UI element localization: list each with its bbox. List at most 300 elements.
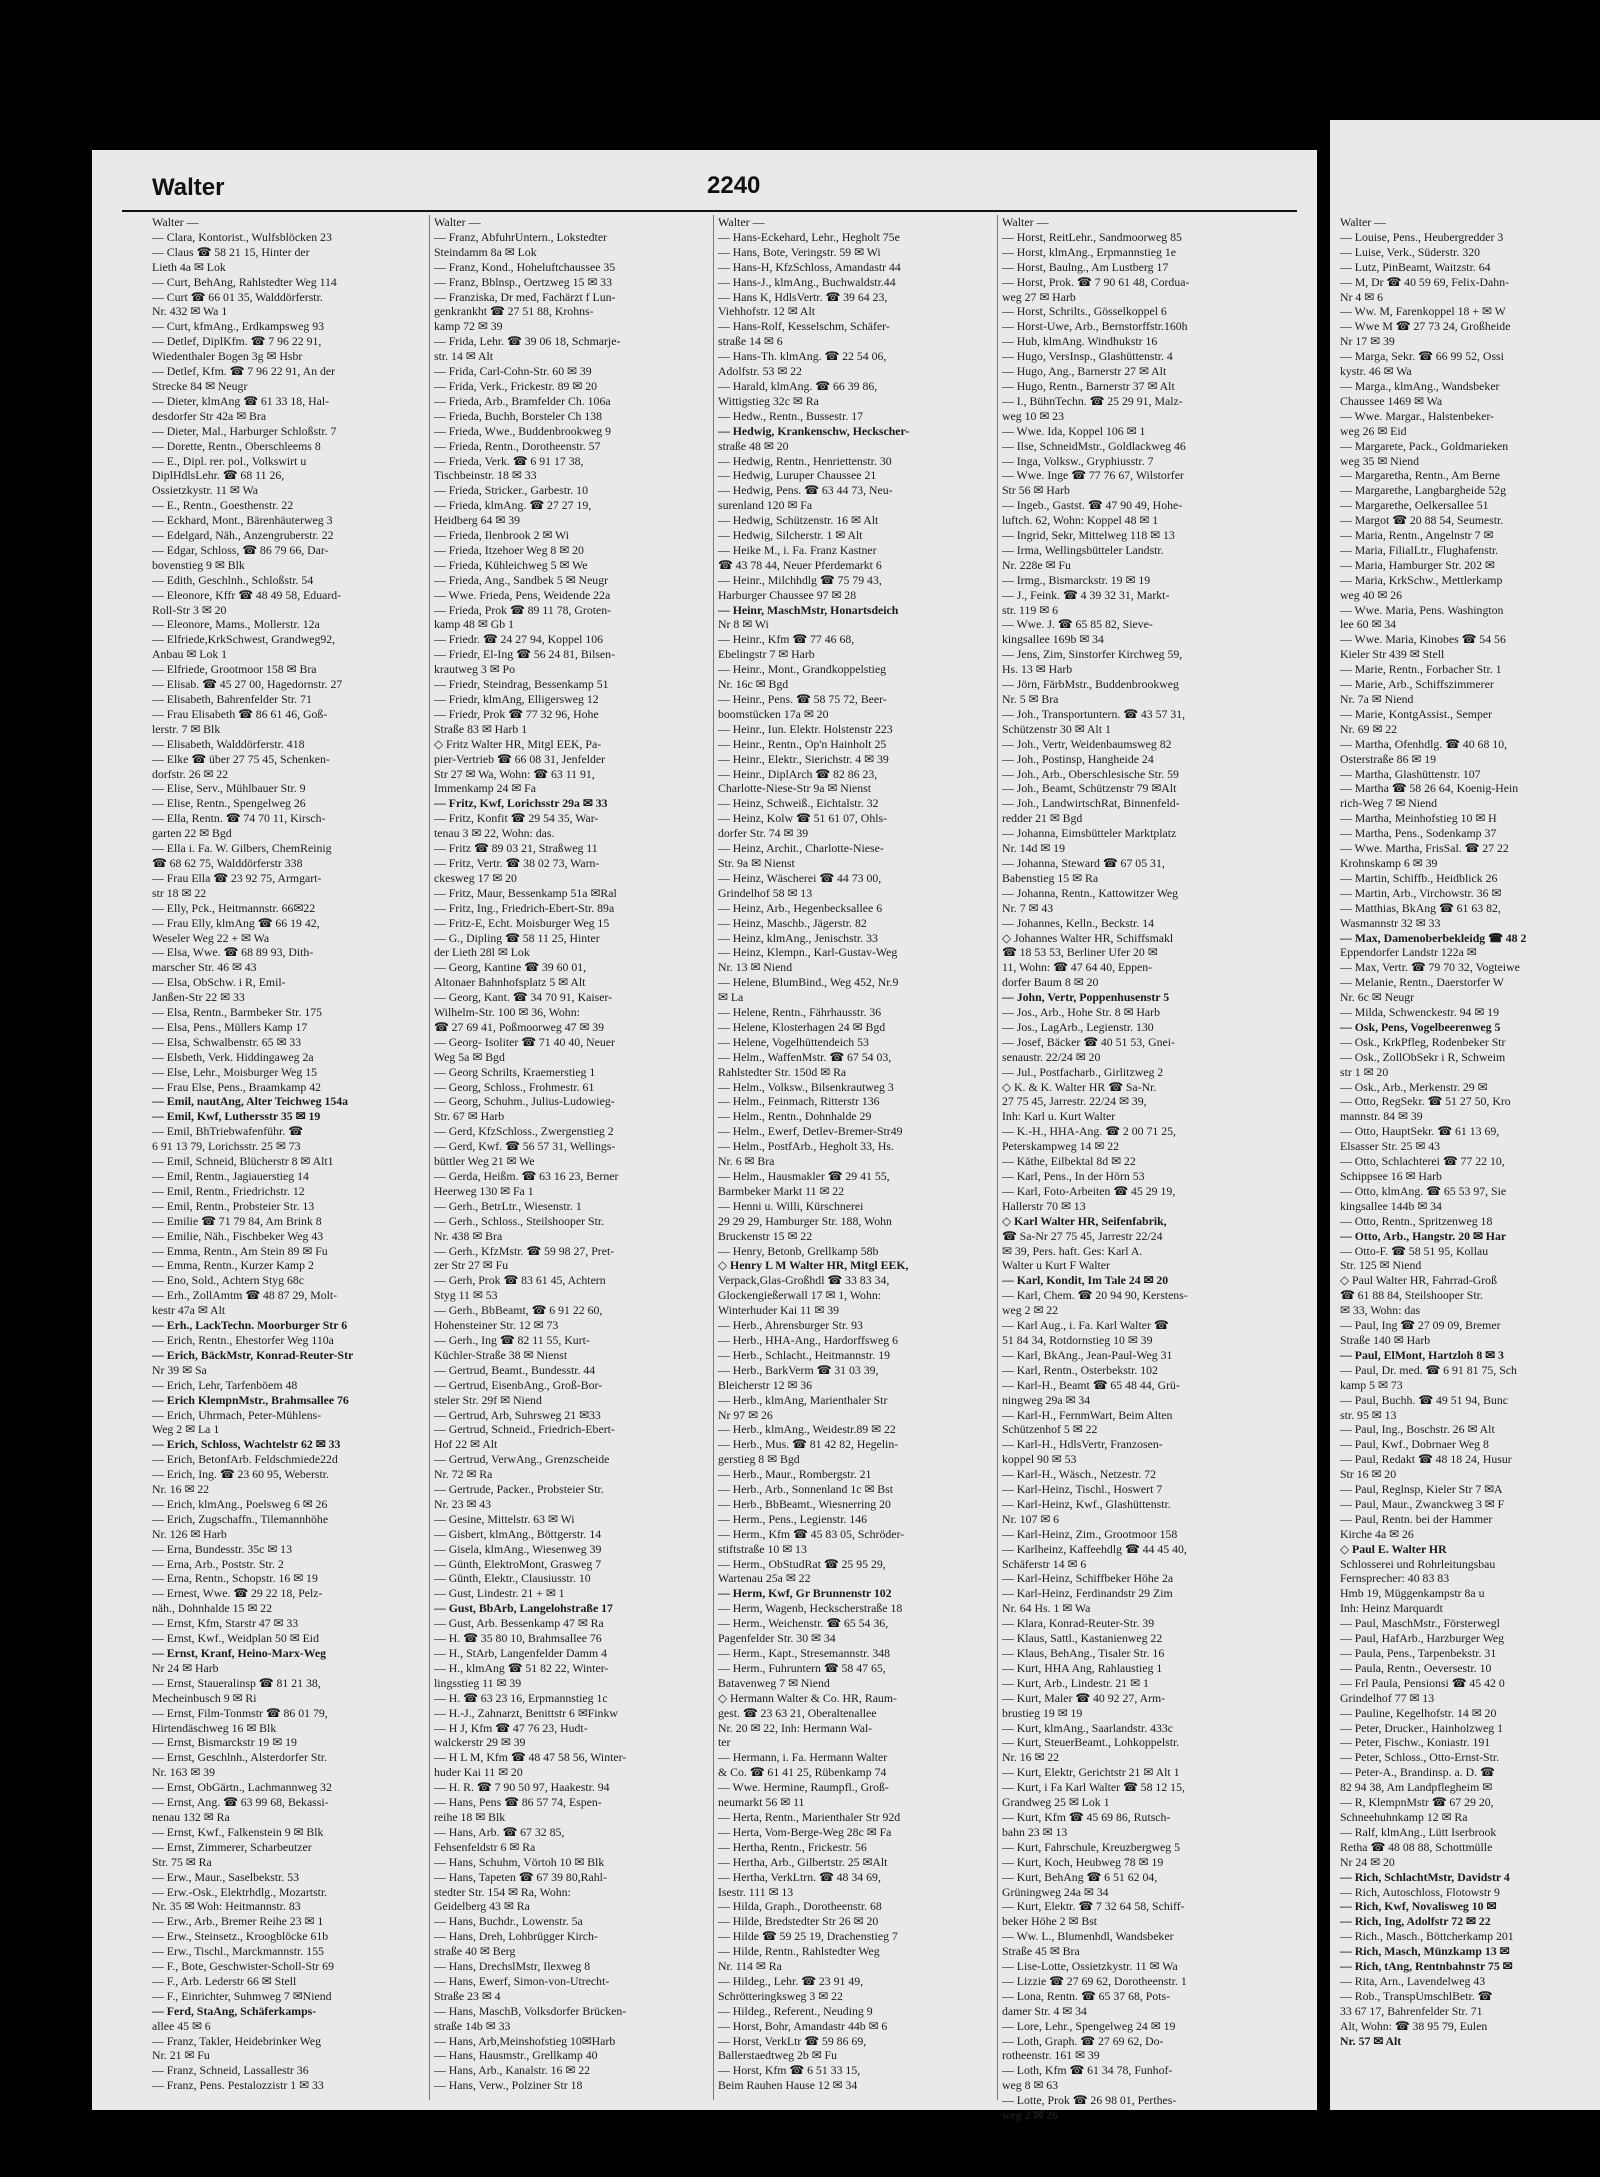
page-number: 2240	[707, 172, 761, 199]
directory-entry-line: Fehsenfeldstr 6 ✉ Ra	[434, 1839, 536, 1854]
directory-entry-line: & Co. ☎ 61 41 25, Rübenkamp 74	[718, 1765, 887, 1780]
directory-entry-line: — Hedwig, Luruper Chaussee 21	[718, 468, 877, 483]
directory-entry-line: — Frau Elisabeth ☎ 86 61 46, Goß-	[152, 706, 328, 721]
directory-entry-line: — Gertrud, EisenbAng., Groß-Bor-	[434, 1377, 603, 1392]
directory-entry-line: — Lotte, Prok ☎ 26 98 01, Perthes-	[1002, 2093, 1177, 2108]
directory-entry-line: Peterskampweg 14 ✉ 22	[1002, 1139, 1120, 1154]
directory-entry-line: — Frieda, Itzehoer Weg 8 ✉ 20	[434, 542, 584, 557]
directory-entry-line: ningweg 29a ✉ 34	[1002, 1392, 1091, 1407]
directory-entry-line: — Helm., Volksw., Bilsenkrautweg 3	[718, 1079, 894, 1094]
directory-entry-line: — Margarethe, Oelkersallee 51	[1340, 498, 1489, 513]
directory-entry-line: Nr. 7 ✉ 43	[1002, 900, 1054, 915]
directory-entry-line: — Herm., Pens., Legienstr. 146	[718, 1511, 868, 1526]
directory-entry-line: Harburger Chaussee 97 ✉ 28	[718, 587, 857, 602]
directory-entry-line: Adolfstr. 53 ✉ 22	[718, 364, 802, 379]
directory-entry-line: — Paul, MaschMstr., Försterwegl	[1340, 1616, 1500, 1631]
directory-entry-line: — Heinz, Wäscherei ☎ 44 73 00,	[718, 870, 882, 885]
directory-entry-line: — Matthias, BkAng ☎ 61 63 82,	[1340, 900, 1501, 915]
directory-entry-line: — Herb., Mus. ☎ 81 42 82, Hegelin-	[718, 1437, 899, 1452]
directory-entry-line: — Frida, Verk., Frickestr. 89 ✉ 20	[434, 378, 598, 393]
directory-entry-line: — Hans, Dreh, Lohbrügger Kirch-	[434, 1929, 598, 1944]
directory-entry-line: — Fritz-E, Echt. Moisburger Weg 15	[434, 915, 610, 930]
directory-entry-line: — Horst, VerkLtr ☎ 59 86 69,	[718, 2033, 867, 2048]
directory-entry-line: Pagenfelder Str. 30 ✉ 34	[718, 1631, 836, 1646]
directory-entry-line: — Wwe. Martha, FrisSal. ☎ 27 22	[1340, 841, 1509, 856]
directory-entry-line: — Margarethe, Langbargheide 52g	[1340, 483, 1506, 498]
directory-entry-line: — Paul, HafArb., Harzburger Weg	[1340, 1631, 1505, 1646]
directory-entry-line: — Gerd, Kwf. ☎ 56 57 31, Wellings-	[434, 1139, 616, 1154]
directory-entry-line: Schützenhof 5 ✉ 22	[1002, 1422, 1098, 1437]
next-page-column	[1340, 215, 1600, 2100]
directory-entry-line: Charlotte-Niese-Str 9a ✉ Nienst	[718, 781, 872, 796]
directory-entry-line: — Emil, Schneid, Blücherstr 8 ✉ Alt1	[152, 1154, 334, 1169]
directory-entry-line: näh., Dohnhalde 15 ✉ 22	[152, 1601, 272, 1616]
directory-entry-line: — Elfriede, Grootmoor 158 ✉ Bra	[152, 662, 317, 677]
directory-entry-line: — Johannes, Kelln., Beckstr. 14	[1002, 915, 1155, 930]
directory-entry-line: — Kurt, HHA Ang, Rahlaustieg 1	[1002, 1660, 1163, 1675]
directory-entry-line: — Frieda, Ilenbrook 2 ✉ Wi	[434, 528, 570, 543]
directory-entry-line: — Erh., ZollAmtm ☎ 48 87 29, Molt-	[152, 1288, 338, 1303]
directory-entry-line: — Kurt, Kfm ☎ 45 69 86, Rutsch-	[1002, 1809, 1171, 1824]
directory-entry-line: — Karl-Heinz, Zim., Grootmoor 158	[1002, 1526, 1178, 1541]
directory-entry-line: — Karl, Kondit, Im Tale 24 ✉ 20	[1002, 1273, 1169, 1288]
directory-entry-line: Nr 97 ✉ 26	[718, 1407, 773, 1422]
directory-entry-line: — Rich., Masch., Böttcherkamp 201	[1340, 1929, 1514, 1944]
directory-entry-line: — M, Dr ☎ 40 59 69, Felix-Dahn-	[1340, 274, 1510, 289]
directory-entry-line: — Johanna, Steward ☎ 67 05 31,	[1002, 855, 1165, 870]
directory-entry-line: ☎ 18 53 53, Berliner Ufer 20 ✉	[1002, 945, 1158, 960]
directory-entry-line: — Emma, Rentn., Kurzer Kamp 2	[152, 1258, 314, 1273]
directory-entry-line: ◇ Fritz Walter HR, Mitgl EEK, Pa-	[434, 736, 602, 751]
directory-entry-line: — Erich, BetonfArb. Feldschmiede22d	[152, 1452, 338, 1467]
directory-entry-line: Alt, Wohn: ☎ 38 95 79, Eulen	[1340, 2018, 1488, 2033]
directory-entry-line: Heidberg 64 ✉ 39	[434, 513, 521, 528]
directory-entry-line: stiftstraße 10 ✉ 13	[718, 1541, 807, 1556]
directory-entry-line: — G., Dipling ☎ 58 11 25, Hinter	[434, 930, 600, 945]
directory-entry-line: boomstücken 17a ✉ 20	[718, 706, 829, 721]
directory-entry-line: — Otto, Schlachterei ☎ 77 22 10,	[1340, 1154, 1505, 1169]
directory-entry-line: DiplHdlsLehr. ☎ 68 11 26,	[152, 468, 285, 483]
directory-entry-line: — H. R. ☎ 7 90 50 97, Haakestr. 94	[434, 1780, 610, 1795]
directory-entry-line: — Herm, Kwf, Gr Brunnenstr 102	[718, 1586, 892, 1601]
directory-entry-line: — Hans-H, KfzSchloss, Amandastr 44	[718, 259, 901, 274]
directory-entry-line: Wasmannstr 32 ✉ 33	[1340, 915, 1441, 930]
directory-entry-line: — Curt, kfmAng., Erdkampsweg 93	[152, 319, 325, 334]
directory-entry-line: — Marga., klmAng., Wandsbeker	[1340, 378, 1500, 393]
directory-entry-line: Ossietzkystr. 11 ✉ Wa	[152, 483, 258, 498]
directory-entry-line: — Rich, Masch, Münzkamp 13 ✉	[1340, 1944, 1510, 1959]
directory-entry-line: — Hans, Tapeten ☎ 67 39 80,Rahl-	[434, 1869, 607, 1884]
directory-entry-line: gest. ☎ 23 63 21, Oberaltenallee	[718, 1705, 877, 1720]
directory-entry-line: — Erich, Rentn., Ehestorfer Weg 110a	[152, 1332, 334, 1347]
directory-entry-line: Schützenstr 30 ✉ Alt 1	[1002, 721, 1111, 736]
directory-entry-line: ☎ 27 69 41, Poßmoorweg 47 ✉ 39	[434, 1019, 605, 1034]
directory-entry-line: — Emma, Rentn., Am Stein 89 ✉ Fu	[152, 1243, 328, 1258]
directory-entry-line: — Georg, Schloss., Frohmestr. 61	[434, 1079, 595, 1094]
directory-entry-line: weg 26 ✉ Eid	[1340, 423, 1407, 438]
directory-entry-line: — Emil, nautAng, Alter Teichweg 154a	[152, 1094, 349, 1109]
directory-entry-line: Mecheinbusch 9 ✉ Ri	[152, 1690, 257, 1705]
directory-entry-line: kamp 5 ✉ 73	[1340, 1377, 1403, 1392]
directory-entry-line: — F., Bote, Geschwister-Scholl-Str 69	[152, 1959, 334, 1974]
directory-entry-line: — Karl-H., Wäsch., Netzestr. 72	[1002, 1467, 1157, 1482]
directory-entry-line: — Emilie, Näh., Fischbeker Weg 43	[152, 1228, 324, 1243]
directory-entry-line: — Karlheinz, Kaffeehdlg ☎ 44 45 40,	[1002, 1541, 1187, 1556]
directory-entry-line: — Ww. L., Blumenhdl, Wandsbeker	[1002, 1929, 1174, 1944]
directory-entry-line: redder 21 ✉ Bgd	[1002, 811, 1083, 826]
directory-entry-line: — Horst, Bohr, Amandastr 44b ✉ 6	[718, 2018, 888, 2033]
directory-entry-line: — Heinr., DiplArch ☎ 82 86 23,	[718, 766, 878, 781]
directory-entry-line: — Herm., Fuhruntern ☎ 58 47 65,	[718, 1660, 886, 1675]
directory-entry-line: — Max, Damenoberbekleidg ☎ 48 2	[1340, 930, 1527, 945]
directory-entry-line: — Detlef, Kfm. ☎ 7 96 22 91, An der	[152, 364, 336, 379]
directory-entry-line: Grüningweg 24a ✉ 34	[1002, 1884, 1109, 1899]
directory-entry-line: Hohensteiner Str. 12 ✉ 73	[434, 1318, 559, 1333]
directory-entry-line: — Karl-H., FernmWart, Beim Alten	[1002, 1407, 1173, 1422]
directory-entry-line: der Lieth 28l ✉ Lok	[434, 945, 530, 960]
column-head: Walter —	[434, 215, 481, 229]
directory-entry-line: — Ingrid, Sekr, Mittelweg 118 ✉ 13	[1002, 528, 1175, 543]
directory-entry-line: — Emil, Rentn., Probsteier Str. 13	[152, 1198, 315, 1213]
directory-entry-line: — Frieda, Prok ☎ 89 11 78, Groten-	[434, 602, 612, 617]
directory-entry-line: Nr. 13 ✉ Niend	[718, 960, 793, 975]
column-3	[718, 215, 998, 2100]
directory-entry-line: Anbau ✉ Lok 1	[152, 647, 228, 662]
directory-entry-line: — Ingeb., Gastst. ☎ 47 90 49, Hohe-	[1002, 498, 1183, 513]
directory-entry-line: — Hugo, Rentn., Barnerstr 37 ✉ Alt	[1002, 378, 1175, 393]
directory-entry-line: — Hans, Ewerf, Simon-von-Utrecht-	[434, 1973, 610, 1988]
directory-entry-line: Nr. 228e ✉ Fu	[1002, 557, 1071, 572]
directory-entry-line: — Marga, Sekr. ☎ 66 99 52, Ossi	[1340, 349, 1504, 364]
directory-entry-line: kingsallee 144b ✉ 34	[1340, 1198, 1442, 1213]
directory-entry-line: — Elsbeth, Verk. Hiddingaweg 2a	[152, 1049, 314, 1064]
directory-entry-line: surenland 120 ✉ Fa	[718, 498, 813, 513]
directory-entry-line: — Paul, Rentn. bei der Hammer	[1340, 1511, 1493, 1526]
directory-entry-line: Straße 23 ✉ 4	[434, 1988, 501, 2003]
directory-entry-line: — Kurt, i Fa Karl Walter ☎ 58 12 15,	[1002, 1780, 1185, 1795]
directory-entry-line: — Erw., Maur., Saselbekstr. 53	[152, 1869, 300, 1884]
directory-entry-line: 6 91 13 79, Lorichsstr. 25 ✉ 73	[152, 1139, 301, 1154]
directory-entry-line: — Margot ☎ 20 88 54, Seumestr.	[1340, 513, 1504, 528]
directory-entry-line: — Joh., Vertr, Weidenbaumsweg 82	[1002, 736, 1172, 751]
directory-entry-line: — Gerd, KfzSchloss., Zwergenstieg 2	[434, 1124, 614, 1139]
directory-entry-line: — Gertrud, Schneid., Friedrich-Ebert-	[434, 1422, 615, 1437]
directory-entry-line: straße 14 ✉ 6	[718, 334, 783, 349]
directory-entry-line: — Martha, Glashüttenstr. 107	[1340, 766, 1481, 781]
directory-entry-line: — Hildeg., Lehr. ☎ 23 91 49,	[718, 1973, 864, 1988]
directory-entry-line: straße 14b ✉ 33	[434, 2018, 511, 2033]
directory-entry-line: beker Höhe 2 ✉ Bst	[1002, 1914, 1098, 1929]
directory-entry-line: — Jos., LagArb., Legienstr. 130	[1002, 1019, 1154, 1034]
directory-entry-line: — Gerh., BbBeamt, ☎ 6 91 22 60,	[434, 1303, 603, 1318]
directory-entry-line: — Frl Paula, Pensionsi ☎ 45 42 0	[1340, 1675, 1505, 1690]
directory-entry-line: — Franz, AbfuhrUntern., Lokstedter	[434, 229, 607, 244]
directory-entry-line: — Klara, Konrad-Reuter-Str. 39	[1002, 1616, 1155, 1631]
directory-entry-line: — Hedwig, Silcherstr. 1 ✉ Alt	[718, 528, 863, 543]
directory-entry-line: dorfer Str. 74 ✉ 39	[718, 826, 809, 841]
directory-entry-line: Nr. 114 ✉ Ra	[718, 1959, 782, 1974]
directory-entry-line: Grindelhof 77 ✉ 13	[1340, 1690, 1435, 1705]
directory-entry-line: — Rich, tAng, Rentnbahnstr 75 ✉	[1340, 1959, 1513, 1974]
directory-entry-line: — Louise, Pens., Heubergredder 3	[1340, 229, 1504, 244]
directory-entry-line: — Luise, Verk., Süderstr. 320	[1340, 244, 1481, 259]
directory-entry-line: Wilhelm-Str. 100 ✉ 36, Wohn:	[434, 1005, 580, 1020]
directory-entry-line: Nr. 16 ✉ 22	[152, 1482, 210, 1497]
directory-entry-line: — Erw.-Osk., Elektrhdlg., Mozartstr.	[152, 1884, 328, 1899]
directory-entry-line: ◇ Paul Walter HR, Fahrrad-Groß	[1340, 1273, 1497, 1288]
directory-entry-line: — Martha, Pens., Sodenkamp 37	[1340, 826, 1497, 841]
directory-entry-line: ter	[718, 1735, 731, 1750]
directory-entry-line: — Elsa, Wwe. ☎ 68 89 93, Dith-	[152, 945, 314, 960]
directory-entry-line: Weseler Weg 22 + ✉ Wa	[152, 930, 270, 945]
directory-entry-line: — Gertrud, VerwAng., Grenzscheide	[434, 1452, 610, 1467]
directory-entry-line: — Erich, Uhrmach, Peter-Mühlens-	[152, 1407, 322, 1422]
directory-entry-line: — Else, Lehr., Moisburger Weg 15	[152, 1064, 318, 1079]
directory-entry-line: — Gertrude, Packer., Probsteier Str.	[434, 1482, 604, 1497]
directory-entry-line: — Elke ☎ über 27 75 45, Schenken-	[152, 751, 330, 766]
directory-entry-line: — Frieda, klmAng. ☎ 27 27 19,	[434, 498, 592, 513]
directory-entry-line: — Kurt, klmAng., Saarlandstr. 433c	[1002, 1720, 1174, 1735]
directory-entry-line: — Emil, BhTriebwafenführ. ☎	[152, 1124, 303, 1139]
directory-entry-line: Nr 8 ✉ Wi	[718, 617, 769, 632]
directory-entry-line: — Herm., Weichenstr. ☎ 65 54 36,	[718, 1616, 889, 1631]
directory-entry-line: Nr 39 ✉ Sa	[152, 1362, 207, 1377]
directory-entry-line: — Johanna, Rentn., Kattowitzer Weg	[1002, 885, 1179, 900]
directory-entry-line: — Horst-Uwe, Arb., Bernstorffstr.160h	[1002, 319, 1188, 334]
directory-entry-line: straße 40 ✉ Berg	[434, 1944, 516, 1959]
directory-entry-line: — Georg, Kant. ☎ 34 70 91, Kaiser-	[434, 990, 613, 1005]
directory-entry-line: — Osk., KrkPfleg, Rodenbeker Str	[1340, 1034, 1506, 1049]
directory-entry-line: — Rita, Arn., Lavendelweg 43	[1340, 1973, 1486, 1988]
directory-entry-line: — Franz, Schneid, Lassallestr 36	[152, 2063, 309, 2078]
directory-entry-line: — Rich, Autoschloss, Flotowstr 9	[1340, 1884, 1500, 1899]
directory-entry-line: — Frieda, Buchh, Borsteler Ch 138	[434, 408, 603, 423]
directory-entry-line: — Otto, HauptSekr. ☎ 61 13 69,	[1340, 1124, 1500, 1139]
directory-entry-line: — H. ☎ 63 23 16, Erpmannstieg 1c	[434, 1690, 608, 1705]
directory-entry-line: kystr. 46 ✉ Wa	[1340, 364, 1412, 379]
directory-entry-line: — Rob., TranspUmschlBetr. ☎	[1340, 1988, 1493, 2003]
directory-entry-line: walckerstr 29 ✉ 39	[434, 1735, 526, 1750]
directory-entry-line: — Edelgard, Näh., Anzengruberstr. 22	[152, 528, 334, 543]
directory-entry-line: — Hans-Rolf, Kesselschm, Schäfer-	[718, 319, 890, 334]
directory-entry-line: — Josef, Bäcker ☎ 40 51 53, Gnei-	[1002, 1034, 1175, 1049]
directory-entry-line: — Ww. M, Farenkoppel 18 + ✉ W	[1340, 304, 1506, 319]
directory-entry-line: — Frieda, Stricker., Garbestr. 10	[434, 483, 588, 498]
directory-entry-line: Kieler Str 439 ✉ Stell	[1340, 647, 1445, 662]
directory-entry-line: — Fritz ☎ 89 03 21, Straßweg 11	[434, 841, 598, 856]
column-1	[152, 215, 430, 2100]
directory-entry-line: — Gust, BbArb, Langelohstraße 17	[434, 1601, 613, 1616]
directory-entry-line: — F., Einrichter, Suhmweg 7 ✉Niend	[152, 1988, 332, 2003]
directory-entry-line: — Irmg., Bismarckstr. 19 ✉ 19	[1002, 572, 1151, 587]
directory-entry-line: — Henni u. Willi, Kürschnerei	[718, 1198, 864, 1213]
directory-entry-line: ◇ Hermann Walter & Co. HR, Raum-	[718, 1690, 897, 1705]
directory-entry-line: — Ernest, Wwe. ☎ 29 22 18, Pelz-	[152, 1586, 323, 1601]
directory-entry-line: — Helm., Rentn., Dohnhalde 29	[718, 1109, 872, 1124]
directory-entry-line: — Karl-H., HdlsVertr, Franzosen-	[1002, 1437, 1163, 1452]
directory-entry-line: — Otto, klmAng. ☎ 65 53 97, Sie	[1340, 1183, 1507, 1198]
directory-entry-line: — Karl, Chem. ☎ 20 94 90, Kerstens-	[1002, 1288, 1188, 1303]
directory-entry-line: weg 40 ✉ 26	[1340, 587, 1402, 602]
directory-entry-line: 51 84 34, Rotdornstieg 10 ✉ 39	[1002, 1332, 1153, 1347]
directory-entry-line: — Hans, Schuhm, Vörtoh 10 ✉ Blk	[434, 1854, 605, 1869]
directory-entry-line: Str. 75 ✉ Ra	[152, 1854, 212, 1869]
directory-entry-line: — Helm., Feinmach, Ritterstr 136	[718, 1094, 880, 1109]
directory-entry-line: — Karl, Rentn., Osterbekstr. 102	[1002, 1362, 1158, 1377]
directory-entry-line: Schneehuhnkamp 12 ✉ Ra	[1340, 1809, 1468, 1824]
directory-entry-line: — Hans, Arb. ☎ 67 32 85,	[434, 1824, 565, 1839]
directory-entry-line: Str. 67 ✉ Harb	[434, 1109, 505, 1124]
next-page-fragment	[1330, 120, 1600, 2110]
directory-entry-line: — Clara, Kontorist., Wulfsblöcken 23	[152, 229, 332, 244]
directory-entry-line: str. 95 ✉ 13	[1340, 1407, 1397, 1422]
directory-entry-line: — Peter, Schloss., Otto-Ernst-Str.	[1340, 1750, 1500, 1765]
directory-entry-line: — Paul, ElMont, Hartzloh 8 ✉ 3	[1340, 1347, 1504, 1362]
directory-entry-line: Tischbeinstr. 18 ✉ 33	[434, 468, 537, 483]
directory-entry-line: — Paul, Kwf., Dobrnaer Weg 8	[1340, 1437, 1489, 1452]
directory-entry-line: — Eno, Sold., Achtern Styg 68c	[152, 1273, 305, 1288]
directory-entry-line: — Hans, Pens ☎ 86 57 74, Espen-	[434, 1795, 602, 1810]
directory-entry-line: marscher Str. 46 ✉ 43	[152, 960, 257, 975]
directory-entry-line: ◇ Henry L M Walter HR, Mitgl EEK,	[718, 1258, 909, 1273]
directory-entry-line: — Irma, Wellingsbütteler Landstr.	[1002, 542, 1164, 557]
directory-entry-line: — Heinr., Kfm ☎ 77 46 68,	[718, 632, 855, 647]
directory-entry-line: — Hans-Th. klmAng. ☎ 22 54 06,	[718, 349, 887, 364]
directory-entry-line: Retha ☎ 48 08 88, Schottmülle	[1340, 1839, 1493, 1854]
directory-entry-line: — K.-H., HHA-Ang. ☎ 2 00 71 25,	[1002, 1124, 1176, 1139]
directory-entry-line: — Georg, Schuhm., Julius-Ludowieg-	[434, 1094, 615, 1109]
directory-entry-line: — Gerh., Schloss., Steilshooper Str.	[434, 1213, 605, 1228]
directory-entry-line: — Maria, FilialLtr., Flughafenstr.	[1340, 542, 1499, 557]
directory-entry-line: — Frau Else, Pens., Braamkamp 42	[152, 1079, 322, 1094]
directory-entry-line: 33 67 17, Bahrenfelder Str. 71	[1340, 2003, 1483, 2018]
directory-entry-line: Nr. 23 ✉ 43	[434, 1496, 492, 1511]
directory-entry-line: — Helm., Hausmakler ☎ 29 41 55,	[718, 1169, 890, 1183]
directory-entry-line: — Rich, Kwf, Novalisweg 10 ✉	[1340, 1899, 1497, 1914]
directory-entry-line: 29 29 29, Hamburger Str. 188, Wohn	[718, 1213, 892, 1228]
directory-entry-line: — Heinr., Iun. Elektr. Holstenstr 223	[718, 721, 893, 736]
directory-entry-line: — Elsa, Schwalbenstr. 65 ✉ 33	[152, 1034, 302, 1049]
directory-entry-line: — Frida, Lehr. ☎ 39 06 18, Schmarje-	[434, 334, 621, 349]
directory-entry-line: weg 10 ✉ 23	[1002, 408, 1064, 423]
directory-entry-line: — Margaretha, Rentn., Am Berne	[1340, 468, 1500, 483]
directory-entry-line: Nr. 69 ✉ 22	[1340, 721, 1398, 736]
directory-entry-line: — Henry, Betonb, Grellkamp 58b	[718, 1243, 879, 1258]
directory-entry-line: Osterstraße 86 ✉ 19	[1340, 751, 1437, 766]
directory-entry-line: — Frieda, Verk. ☎ 6 91 17 38,	[434, 453, 584, 468]
directory-entry-line: rotheenstr. 161 ✉ 39	[1002, 2048, 1100, 2063]
directory-entry-line: — Jos., Arb., Hohe Str. 8 ✉ Harb	[1002, 1005, 1160, 1020]
directory-entry-line: Schlosserei und Rohrleitungsbau	[1340, 1556, 1496, 1571]
directory-entry-line: — Helm., WaffenMstr. ☎ 67 54 03,	[718, 1049, 892, 1064]
directory-entry-line: — Hertha, VerkLtrn. ☎ 48 34 69,	[718, 1869, 881, 1884]
directory-entry-line: — Heinz, Schweiß., Eichtalstr. 32	[718, 796, 879, 811]
directory-entry-line: — Hertha, Rentn., Frickestr. 56	[718, 1839, 867, 1854]
directory-entry-line: 11, Wohn: ☎ 47 64 40, Eppen-	[1002, 960, 1153, 975]
directory-entry-line: Hirtendäschweg 16 ✉ Blk	[152, 1720, 277, 1735]
directory-entry-line: — Kurt, Elektr, Gerichtstr 21 ✉ Alt 1	[1002, 1765, 1180, 1780]
directory-entry-line: — Curt, BehAng, Rahlstedter Weg 114	[152, 274, 337, 289]
directory-entry-line: — Horst, Kfm ☎ 6 51 33 15,	[718, 2063, 861, 2078]
directory-entry-line: — Fritz, Vertr. ☎ 38 02 73, Warn-	[434, 855, 600, 870]
directory-entry-line: — Hedwig, Rentn., Henriettenstr. 30	[718, 453, 892, 468]
directory-entry-line: — Ernst, Geschlnh., Alsterdorfer Str.	[152, 1750, 327, 1765]
directory-entry-line: Wittigstieg 32c ✉ Ra	[718, 393, 819, 408]
directory-entry-line: — Hermann, i. Fa. Hermann Walter	[718, 1750, 888, 1765]
directory-entry-line: — Hilde, Rentn., Rahlstedter Weg	[718, 1944, 880, 1959]
directory-entry-line: Steindamm 8a ✉ Lok	[434, 244, 537, 259]
directory-entry-line: Hof 22 ✉ Alt	[434, 1437, 498, 1452]
directory-entry-line: — Kurt, Fahrschule, Kreuzbergweg 5	[1002, 1839, 1180, 1854]
directory-entry-line: — Elise, Rentn., Spengelweg 26	[152, 796, 306, 811]
directory-entry-line: — Herb., Maur., Rombergstr. 21	[718, 1467, 872, 1482]
directory-entry-line: — Wwe M ☎ 27 73 24, Großheide	[1340, 319, 1511, 334]
directory-entry-line: Winterhuder Kai 11 ✉ 39	[718, 1303, 840, 1318]
directory-entry-line: — Klaus, BehAng., Tisaler Str. 16	[1002, 1646, 1165, 1660]
directory-entry-line: ◇ Paul E. Walter HR	[1340, 1541, 1447, 1556]
directory-entry-line: — Joh., LandwirtschRat, Binnenfeld-	[1002, 796, 1180, 811]
page-header	[122, 170, 1297, 212]
directory-entry-line: Nr. 16c ✉ Bgd	[718, 677, 789, 692]
directory-entry-line: — Wwe. Ida, Koppel 106 ✉ 1	[1002, 423, 1146, 438]
directory-entry-line: — Heinr, MaschMstr, Honartsdeich	[718, 602, 899, 617]
directory-entry-line: Viehhofstr. 12 ✉ Alt	[718, 304, 815, 319]
directory-entry-line: — Emilie ☎ 71 79 84, Am Brink 8	[152, 1213, 322, 1228]
directory-entry-line: Weg 5a ✉ Bgd	[434, 1049, 505, 1064]
directory-entry-line: gerstieg 8 ✉ Bgd	[718, 1452, 800, 1467]
directory-entry-line: — Hedwig, Schützenstr. 16 ✉ Alt	[718, 513, 879, 528]
directory-entry-line: — Emil, Rentn., Jagiauerstieg 14	[152, 1169, 309, 1183]
directory-entry-line: Heerweg 130 ✉ Fa 1	[434, 1183, 534, 1198]
directory-entry-line: — Hilde ☎ 59 25 19, Drachenstieg 7	[718, 1929, 898, 1944]
directory-entry-line: ☎ 43 78 44, Neuer Pferdemarkt 6	[718, 557, 882, 572]
directory-entry-line: ◇ K. & K. Walter HR ☎ Sa-Nr.	[1002, 1079, 1157, 1094]
directory-entry-line: — Herb., Ahrensburger Str. 93	[718, 1318, 863, 1333]
directory-entry-line: — Fritz, Maur, Bessenkamp 51a ✉Ral	[434, 885, 617, 900]
directory-entry-line: — Edgar, Schloss, ☎ 86 79 66, Dar-	[152, 542, 329, 557]
directory-entry-line: damer Str. 4 ✉ 34	[1002, 2003, 1087, 2018]
directory-entry-line: ☎ 68 62 75, Walddörferstr 338	[152, 855, 303, 870]
directory-entry-line: — Osk., ZollObSekr i R, Schweim	[1340, 1049, 1506, 1064]
directory-entry-line: 82 94 38, Am Landpflegheim ✉	[1340, 1780, 1493, 1795]
directory-entry-line: — E., Dipl. rer. pol., Volkswirt u	[152, 453, 307, 468]
directory-entry-line: — Wwe. Margar., Halstenbeker-	[1340, 408, 1494, 423]
directory-entry-line: — Franziska, Dr med, Fachärzt f Lun-	[434, 289, 616, 304]
directory-entry-line: — Heinr., Elektr., Sierichstr. 4 ✉ 39	[718, 751, 889, 766]
directory-entry-line: — Horst, ReitLehr., Sandmoorweg 85	[1002, 229, 1182, 244]
directory-entry-line: Ballerstaedtweg 2b ✉ Fu	[718, 2048, 837, 2063]
directory-entry-line: — Gertrud, Arb, Suhrsweg 21 ✉33	[434, 1407, 601, 1422]
directory-entry-line: — Curt ☎ 66 01 35, Walddörferstr.	[152, 289, 323, 304]
directory-entry-line: Grindelhof 58 ✉ 13	[718, 885, 813, 900]
directory-entry-line: — Elisabeth, Walddörferstr. 418	[152, 736, 305, 751]
directory-entry-line: — Eleonore, Mams., Mollerstr. 12a	[152, 617, 320, 632]
directory-entry-line: — Erna, Arb., Poststr. Str. 2	[152, 1556, 284, 1571]
directory-entry-line: — Marie, Rentn., Forbacher Str. 1	[1340, 662, 1502, 677]
directory-entry-line: Isestr. 111 ✉ 13	[718, 1884, 794, 1899]
directory-entry-line: Chaussee 1469 ✉ Wa	[1340, 393, 1443, 408]
directory-entry-line: Nr. 5 ✉ Bra	[1002, 692, 1059, 706]
directory-entry-line: genkrankht ☎ 27 51 88, Krohns-	[434, 304, 594, 319]
directory-entry-line: — Loth, Kfm ☎ 61 34 78, Funhof-	[1002, 2063, 1173, 2078]
directory-entry-line: — Jens, Zim, Sinstorfer Kirchweg 59,	[1002, 647, 1183, 662]
directory-entry-line: — Helene, BlumBind., Weg 452, Nr.9	[718, 975, 899, 990]
directory-entry-line: Str. 9a ✉ Nienst	[718, 855, 795, 870]
directory-entry-line: Nr 17 ✉ 39	[1340, 334, 1395, 349]
directory-entry-line: Nr. 57 ✉ Alt	[1340, 2033, 1402, 2048]
directory-entry-line: — Herm., ObStudRat ☎ 25 95 29,	[718, 1556, 886, 1571]
directory-entry-line: — Otto, Rentn., Spritzenweg 18	[1340, 1213, 1493, 1228]
